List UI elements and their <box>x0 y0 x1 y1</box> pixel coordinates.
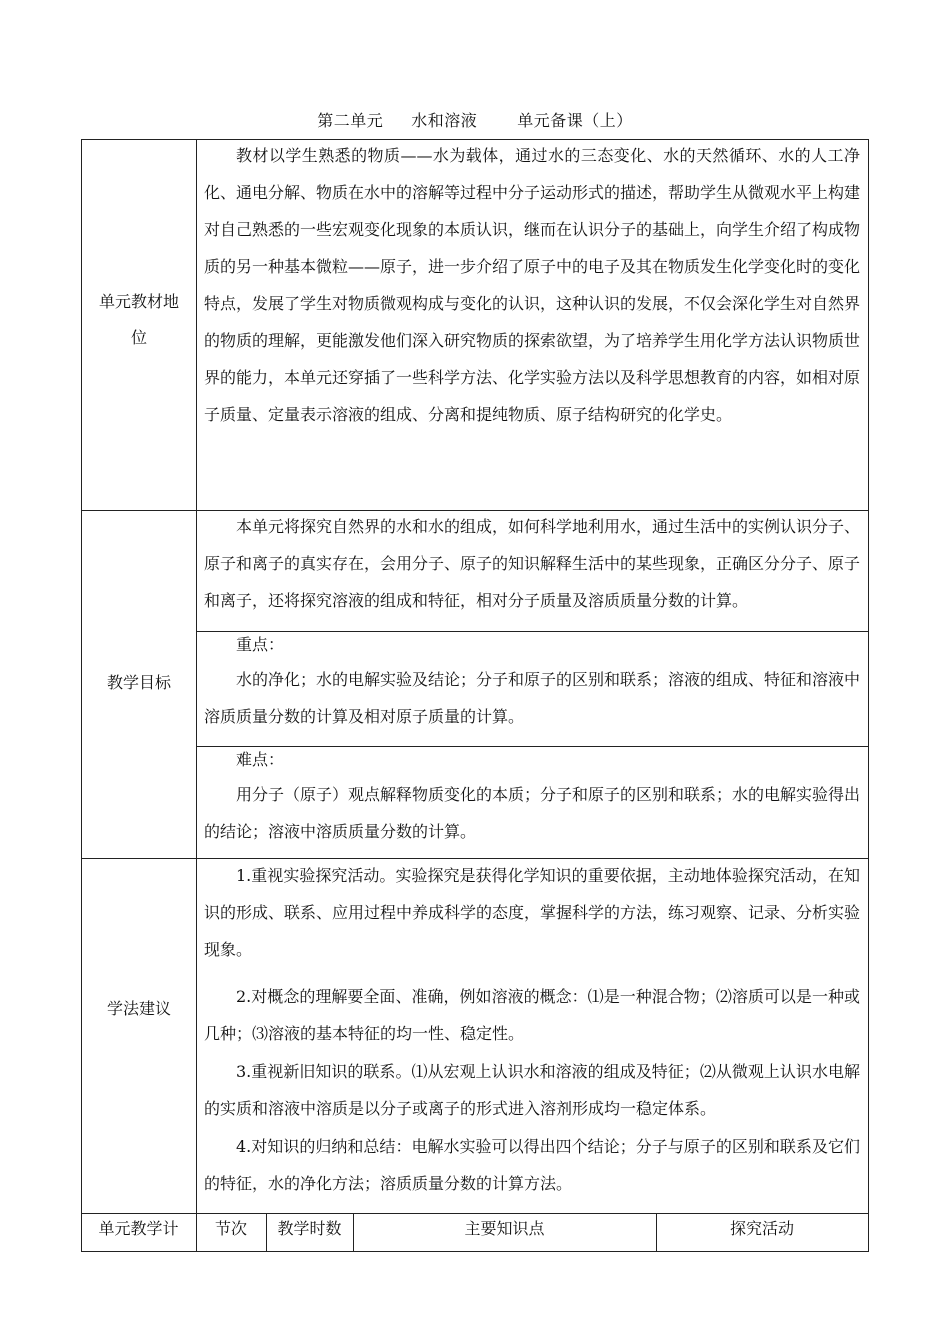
title-unit: 第二单元 <box>317 111 384 130</box>
method-item: 1.重视实验探究活动。实验探究是获得化学知识的重要依据，主动地体验探究活动，在知识的形成、联系、应用过程中养成科学的态度，掌握科学的方法，练习观察、记录、分析实验现象。 <box>204 866 861 959</box>
method-item: 2.对概念的理解要全面、准确，例如溶液的概念：⑴是一种混合物；⑵溶质可以是一种或几种；⑶溶液的基本特征的均一性、稳定性。 <box>204 987 860 1043</box>
plan-header-section: 节次 <box>214 1219 247 1238</box>
goals-text: 本单元将探究自然界的水和水的组成，如何科学地利用水，通过生活中的实例认识分子、原子和离子的真实存在，会用分子、原子的知识解释生活中的某些现象，正确区分分子、原子和离子，还将探究溶液的组成和特征，相对分子质量及溶质质量分数的计算。 <box>204 517 861 610</box>
position-text: 教材以学生熟悉的物质——水为载体，通过水的三态变化、水的天然循环、水的人工净化、通电分解、物质在水中的溶解等过程中分子运动形式的描述，帮助学生从微观水平上构建对自己熟悉的一些宏观变化现象的本质认识，继而在认识分子的基础上，向学生介绍了构成物质的另一种基本微粒——原子，进一步介绍了原子中的电子及其在物质发生化学变化时的变化特点，发展了学生对物质微观构成与变化的认识，这种认识的发展，不仅会深化学生对自然界的物质的理解，更能激发他们深入研究物质的探索欲望，为了培养学生用化学方法认识物质世界的能力，本单元还穿插了一些科学方法、化学实验方法以及科学思想教育的内容，如相对原子质量、定量表示溶液的组成、分离和提纯物质、原子结构研究的化学史。 <box>204 146 861 424</box>
difficult-points-title: 难点： <box>236 750 285 769</box>
method-item: 3.重视新旧知识的联系。⑴从宏观上认识水和溶液的组成及特征；⑵从微观上认识水电解的实质和溶液中溶质是以分子或离子的形式进入溶剂形成均一稳定体系。 <box>204 1062 860 1118</box>
row-label-methods: 学法建议 <box>106 999 171 1018</box>
row-label-plan: 单元教学计 <box>98 1219 179 1238</box>
plan-header-knowledge: 主要知识点 <box>464 1219 545 1238</box>
plan-header-hours: 教学时数 <box>277 1219 342 1238</box>
title-topic: 水和溶液 <box>411 111 478 130</box>
row-label-goals: 教学目标 <box>106 673 171 692</box>
document-title <box>0 108 950 131</box>
difficult-points-text: 用分子（原子）观点解释物质变化的本质；分子和原子的区别和联系；水的电解实验得出的结论；溶液中溶质质量分数的计算。 <box>204 785 861 841</box>
row-label-position: 单元教材地位 <box>98 292 179 347</box>
plan-header-activity: 探究活动 <box>729 1219 794 1238</box>
title-kind: 单元备课（上） <box>517 111 633 130</box>
method-item: 4.对知识的归纳和总结：电解水实验可以得出四个结论；分子与原子的区别和联系及它们的特征，水的净化方法；溶质质量分数的计算方法。 <box>204 1137 860 1193</box>
key-points-title: 重点： <box>236 635 285 654</box>
key-points-text: 水的净化；水的电解实验及结论；分子和原子的区别和联系；溶液的组成、特征和溶液中溶质质量分数的计算及相对原子质量的计算。 <box>204 670 861 726</box>
